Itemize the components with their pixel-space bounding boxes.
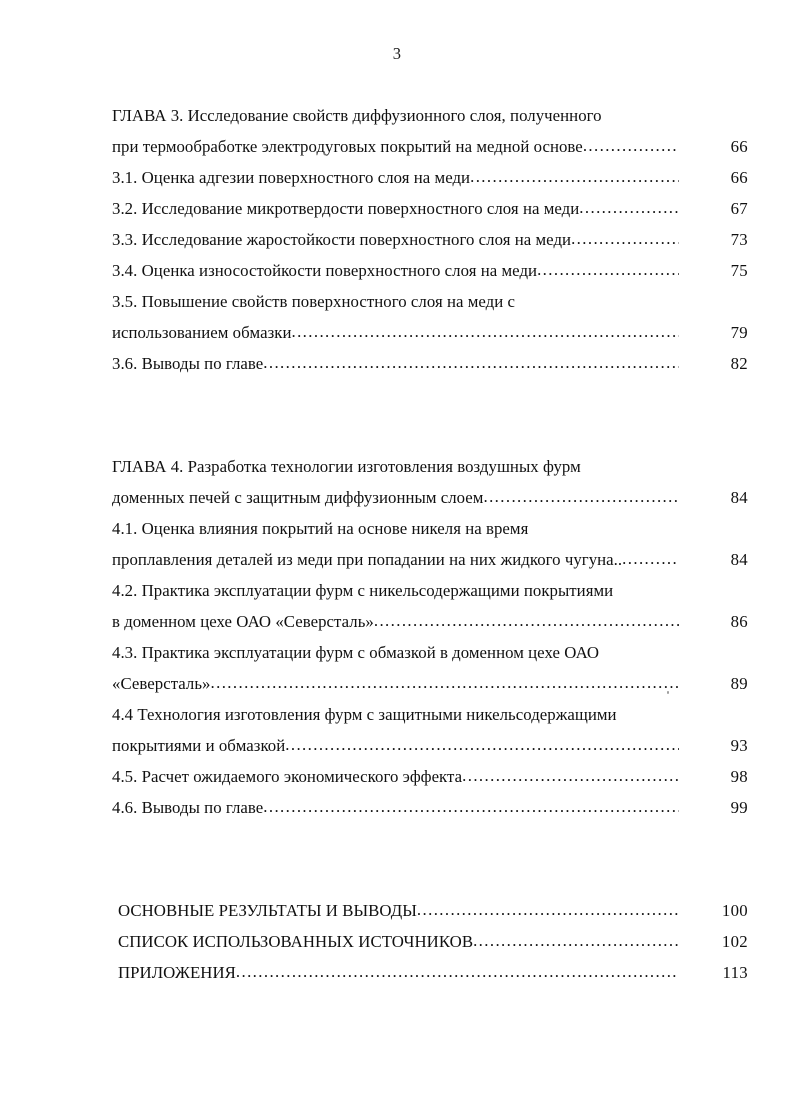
chapter4-entry[interactable] [112,575,748,637]
toc-group-chapter-3 [112,100,748,379]
toc-line-with-pageno [112,761,748,792]
dot-leader [583,130,679,161]
table-of-contents [112,100,748,988]
toc-entry-page-number: 84 [730,488,748,507]
toc-line-with-pageno [112,544,748,575]
toc-line-continuation [112,637,748,668]
toc-entry-title: в доменном цехе ОАО «Северсталь» [112,612,374,631]
toc-line-continuation [112,513,748,544]
chapter4-entry[interactable] [112,513,748,575]
dot-leader [470,161,679,192]
dot-leader [211,667,679,698]
toc-entry-title: доменных печей с защитным диффузионным слоем [112,488,484,507]
toc-line-with-pageno [112,317,748,348]
toc-line-continuation [112,699,748,730]
toc-entry-page-number: 82 [730,354,748,373]
chapter4-entry[interactable] [112,792,748,823]
toc-entry-page-number: 75 [730,261,748,280]
toc-line-with-pageno [118,895,748,926]
toc-line-continuation [112,451,748,482]
chapter3-entry[interactable] [112,100,748,162]
chapter3-entry[interactable] [112,162,748,193]
toc-line-with-pageno [112,224,748,255]
toc-line-with-pageno [112,193,748,224]
toc-line-continuation [112,575,748,606]
toc-line-with-pageno [112,348,748,379]
toc-entry-title: проплавления деталей из меди при попадании на них жидкого чугуна.. [112,550,623,569]
chapter4-entry[interactable] [112,637,748,699]
toc-entry-title: 3.5. Повышение свойств поверхностного слоя на меди с [112,292,516,311]
toc-entry-title: при термообработке электродуговых покрытий на медной основе [112,137,583,156]
toc-entry-page-number: 113 [722,963,748,982]
toc-line-with-pageno [112,606,748,637]
toc-entry-title: использованием обмазки [112,323,292,342]
toc-line-with-pageno [112,668,748,699]
dot-leader [473,925,679,956]
toc-group-backmatter [118,895,748,988]
backmatter-entry[interactable] [118,957,748,988]
dot-leader [263,791,679,822]
chapter4-entry[interactable] [112,699,748,761]
toc-entry-title: 4.5. Расчет ожидаемого экономического эффекта [112,767,463,786]
scan-speck-artifact [667,691,669,694]
toc-entry-page-number: 86 [730,612,748,631]
toc-entry-title: «Северсталь» [112,674,211,693]
block-spacer-before-chapter-4 [112,379,748,451]
toc-entry-title: ПРИЛОЖЕНИЯ [118,963,236,982]
toc-entry-page-number: 93 [730,736,748,755]
toc-entry-title: ГЛАВА 3. Исследование свойств диффузионного слоя, полученного [112,106,602,125]
toc-entry-page-number: 67 [730,199,748,218]
toc-line-with-pageno [118,926,748,957]
toc-entry-page-number: 73 [730,230,748,249]
toc-entry-page-number: 98 [730,767,748,786]
dot-leader [622,543,679,574]
toc-line-with-pageno [112,162,748,193]
toc-entry-title: 3.6. Выводы по главе [112,354,264,373]
toc-entry-title: 3.4. Оценка износостойкости поверхностного слоя на меди [112,261,538,280]
block-spacer-before-backmatter [112,823,748,895]
toc-entry-title: СПИСОК ИСПОЛЬЗОВАННЫХ ИСТОЧНИКОВ [118,932,474,951]
dot-leader [483,481,679,512]
toc-entry-page-number: 66 [730,137,748,156]
toc-line-continuation [112,286,748,317]
chapter3-entry[interactable] [112,286,748,348]
backmatter-entry[interactable] [118,926,748,957]
chapter3-entry[interactable] [112,224,748,255]
dot-leader [537,254,679,285]
toc-entry-title: 3.2. Исследование микротвердости поверхностного слоя на меди [112,199,580,218]
dot-leader [236,956,679,987]
backmatter-entry[interactable] [118,895,748,926]
toc-entry-page-number: 89 [730,674,748,693]
dot-leader [374,605,679,636]
chapter3-entry[interactable] [112,193,748,224]
dot-leader [579,192,679,223]
chapter4-entry[interactable] [112,451,748,513]
toc-line-continuation [112,100,748,131]
toc-entry-page-number: 79 [730,323,748,342]
dot-leader [462,760,679,791]
toc-entry-title: 4.1. Оценка влияния покрытий на основе никеля на время [112,519,529,538]
toc-entry-page-number: 84 [730,550,748,569]
dot-leader [285,729,679,760]
chapter3-entry[interactable] [112,255,748,286]
chapter3-entry[interactable] [112,348,748,379]
dot-leader [291,316,679,347]
page-number-folio: 3 [392,44,402,63]
chapter4-entry[interactable] [112,761,748,792]
toc-entry-title: 3.3. Исследование жаростойкости поверхностного слоя на меди [112,230,572,249]
toc-entry-title: 4.3. Практика эксплуатации фурм с обмазкой в доменном цехе ОАО [112,643,600,662]
toc-line-with-pageno [112,730,748,761]
toc-entry-page-number: 100 [721,901,748,920]
toc-entry-page-number: 66 [730,168,748,187]
dot-leader [417,894,679,925]
toc-entry-page-number: 99 [730,798,748,817]
toc-group-chapter-4 [112,451,748,823]
toc-line-with-pageno [112,792,748,823]
toc-entry-title: ГЛАВА 4. Разработка технологии изготовления воздушных фурм [112,457,581,476]
dot-leader [571,223,679,254]
toc-entry-title: покрытиями и обмазкой [112,736,286,755]
toc-entry-title: 4.6. Выводы по главе [112,798,264,817]
dot-leader [263,347,679,378]
toc-line-with-pageno [112,131,748,162]
toc-entry-title: 4.2. Практика эксплуатации фурм с никельсодержащими покрытиями [112,581,614,600]
toc-entry-title: ОСНОВНЫЕ РЕЗУЛЬТАТЫ И ВЫВОДЫ [118,901,417,920]
toc-line-with-pageno [112,255,748,286]
toc-entry-page-number: 102 [721,932,748,951]
toc-line-with-pageno [112,482,748,513]
toc-entry-title: 3.1. Оценка адгезии поверхностного слоя на меди [112,168,471,187]
toc-line-with-pageno [118,957,748,988]
toc-entry-title: 4.4 Технология изготовления фурм с защитными никельсодержащими [112,705,617,724]
